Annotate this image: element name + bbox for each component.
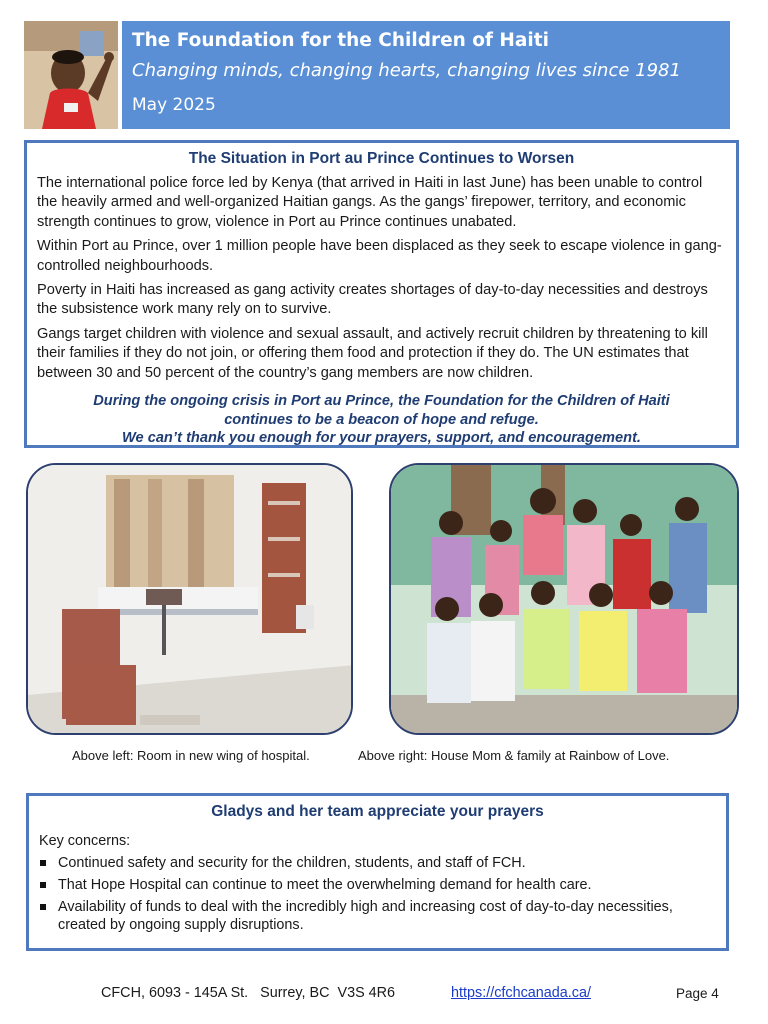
square-bullet-icon bbox=[40, 860, 46, 866]
callout-line: We can’t thank you enough for your prayers, support, and encouragement. bbox=[122, 430, 641, 447]
hospital-room-photo bbox=[26, 463, 353, 735]
child-photo-icon bbox=[24, 21, 118, 129]
concerns-label: Key concerns: bbox=[39, 833, 131, 849]
left-photo-caption: Above left: Room in new wing of hospital. bbox=[72, 748, 310, 763]
page-number: Page 4 bbox=[676, 986, 719, 1001]
situation-paragraph: The international police force led by Kenya (that arrived in Haiti in last June) has been unable to control the heavily armed and well-organized Haitian gangs. As the gangs’ firepower, territory, and economic strength continues to grow, violence in Port au Prince continues unabated. bbox=[37, 175, 703, 230]
concern-item bbox=[39, 876, 716, 894]
children-group-icon bbox=[391, 465, 739, 735]
hospital-room-icon bbox=[28, 465, 353, 735]
concern-text: That Hope Hospital can continue to meet the overwhelming demand for health care. bbox=[58, 877, 592, 893]
right-photo-caption: Above right: House Mom & family at Rainbow of Love. bbox=[358, 748, 670, 763]
situation-heading: The Situation in Port au Prince Continues to Worsen bbox=[188, 150, 575, 167]
website-link[interactable]: https://cfchcanada.ca/ bbox=[451, 985, 591, 1001]
concerns-list bbox=[39, 854, 716, 934]
newsletter-date: May 2025 bbox=[132, 95, 216, 115]
footer-address: CFCH, 6093 - 145A St. Surrey, BC V3S 4R6 bbox=[101, 985, 396, 1001]
prayers-heading: Gladys and her team appreciate your prayers bbox=[211, 803, 544, 820]
situation-paragraph: Poverty in Haiti has increased as gang activity creates shortages of day-to-day necessities and destroys the subsistence work many rely on to survive. bbox=[37, 282, 708, 318]
situation-section bbox=[24, 140, 739, 448]
header-child-photo bbox=[24, 21, 118, 129]
situation-paragraph: Within Port au Prince, over 1 million people have been displaced as they seek to escape violence in gang-controlled neighbourhoods. bbox=[37, 238, 722, 274]
square-bullet-icon bbox=[40, 882, 46, 888]
newsletter-title: The Foundation for the Children of Haiti bbox=[132, 30, 549, 51]
header-band bbox=[122, 21, 730, 129]
concern-item bbox=[39, 898, 716, 934]
concern-text: Continued safety and security for the children, students, and staff of FCH. bbox=[58, 855, 526, 871]
concern-text: Availability of funds to deal with the incredibly high and increasing cost of day-to-day necessities, created by ongoing supply disruptions. bbox=[58, 899, 673, 933]
callout-line: During the ongoing crisis in Port au Prince, the Foundation for the Children of Haiti bbox=[93, 393, 670, 410]
newsletter-tagline: Changing minds, changing hearts, changing lives since 1981 bbox=[132, 60, 681, 81]
prayers-section bbox=[26, 793, 729, 951]
situation-callout bbox=[37, 392, 726, 448]
callout-line: continues to be a beacon of hope and refuge. bbox=[224, 411, 539, 428]
house-mom-family-photo bbox=[389, 463, 739, 735]
situation-paragraph: Gangs target children with violence and sexual assault, and actively recruit children by threatening to kill their families if they do not join, or offering them food and protection if they do. The UN estimates that between 30 and 50 percent of the country’s gang members are now children. bbox=[37, 325, 708, 381]
square-bullet-icon bbox=[40, 904, 46, 910]
concern-item bbox=[39, 854, 716, 872]
